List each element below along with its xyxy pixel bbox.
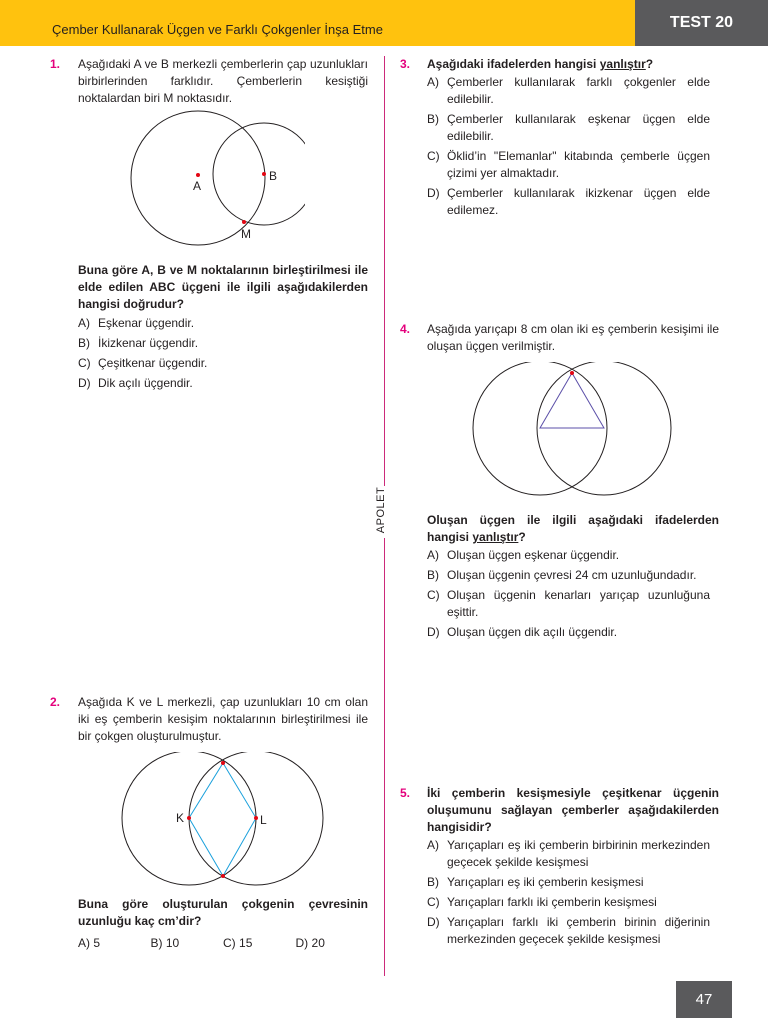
- q4-option-d[interactable]: D) Oluşan üçgen dik açılı üçgendir.: [427, 625, 618, 639]
- page-header: [0, 0, 768, 46]
- q4-options: [427, 544, 710, 641]
- q3-option-c[interactable]: C) Öklid’in "Elemanlar" kitabında çemberle üçgen çizimi yer almaktadır.: [427, 149, 710, 180]
- q1-option-d[interactable]: D) Dik açılı üçgendir.: [78, 376, 193, 390]
- brand-label: APOLET: [376, 486, 392, 538]
- header-title: Çember Kullanarak Üçgen ve Farklı Çokgenler İnşa Etme: [52, 22, 383, 37]
- q1-question: Buna göre A, B ve M noktalarının birleştirilmesi ile elde edilen ABC üçgeni ile ilgili aşağıdakilerden hangisi doğrudur?: [78, 263, 368, 311]
- page-number: 47: [676, 981, 732, 1018]
- label-m: M: [241, 227, 251, 241]
- q2-options: [78, 935, 368, 952]
- q3-options: [427, 71, 710, 219]
- q5-options: [427, 834, 710, 948]
- label-l: L: [260, 813, 267, 827]
- q2-option-b[interactable]: B) 10: [150, 936, 180, 950]
- q2-option-a[interactable]: A) 5: [78, 936, 101, 950]
- q2-question: Buna göre oluşturulan çokgenin çevresinin uzunluğu kaç cm’dir?: [78, 897, 368, 928]
- q2-option-d[interactable]: D) 20: [295, 936, 325, 950]
- q3-question: Aşağıdaki ifadelerden hangisi yanlıştır?: [427, 57, 654, 71]
- q2-figure: [118, 752, 328, 888]
- q1-figure: [125, 108, 305, 248]
- q4-option-b[interactable]: B) Oluşan üçgenin çevresi 24 cm uzunluğundadır.: [427, 568, 697, 582]
- label-a: A: [193, 179, 202, 193]
- q1-options: [78, 312, 368, 392]
- q4-option-a[interactable]: A) Oluşan üçgen eşkenar üçgendir.: [427, 548, 620, 562]
- q2-option-c[interactable]: C) 15: [223, 936, 253, 950]
- q3-option-b[interactable]: B) Çemberler kullanılarak eşkenar üçgen elde edilebilir.: [427, 112, 710, 143]
- label-b: B: [269, 169, 278, 183]
- q4-number: 4.: [400, 322, 411, 336]
- q5-option-d[interactable]: D) Yarıçapları farklı iki çemberin birinin diğerinin merkezinden geçecek şekilde kesişmesi: [427, 915, 710, 946]
- q2-number: 2.: [50, 695, 61, 709]
- q1-option-b[interactable]: B) İkizkenar üçgendir.: [78, 336, 199, 350]
- q5-number: 5.: [400, 786, 411, 800]
- q4-figure: [470, 362, 676, 498]
- q1-number: 1.: [50, 57, 61, 71]
- q1-option-c[interactable]: C) Çeşitkenar üçgendir.: [78, 356, 208, 370]
- q5-option-a[interactable]: A) Yarıçapları eş iki çemberin birbirinin merkezinden geçecek şekilde kesişmesi: [427, 838, 710, 869]
- q5-option-c[interactable]: C) Yarıçapları farklı iki çemberin kesişmesi: [427, 895, 657, 909]
- q5-question: İki çemberin kesişmesiyle çeşitkenar üçgenin oluşumunu sağlayan çemberler aşağıdakilerden hangisidir?: [427, 786, 719, 834]
- q4-option-c[interactable]: C) Oluşan üçgenin kenarları yarıçap uzunluğuna eşittir.: [427, 588, 710, 619]
- q4-stem: Aşağıda yarıçapı 8 cm olan iki eş çemberin kesişimi ile oluşan üçgen verilmiştir.: [427, 322, 719, 353]
- q3-option-a[interactable]: A) Çemberler kullanılarak farklı çokgenler elde edilebilir.: [427, 75, 710, 106]
- q1-option-a[interactable]: A) Eşkenar üçgendir.: [78, 316, 195, 330]
- q3-option-d[interactable]: D) Çemberler kullanılarak ikizkenar üçgen elde edilemez.: [427, 186, 710, 217]
- label-k: K: [176, 811, 185, 825]
- q2-stem: Aşağıda K ve L merkezli, çap uzunlukları 10 cm olan iki eş çemberin kesişim noktalarının birleştirilmesi ile bir çokgen oluşturulmuştur.: [78, 695, 368, 743]
- q3-number: 3.: [400, 57, 411, 71]
- q4-question: Oluşan üçgen ile ilgili aşağıdaki ifadelerden hangisi yanlıştır?: [427, 513, 719, 544]
- q1-stem: Aşağıdaki A ve B merkezli çemberlerin çap uzunlukları birbirlerinden farklıdır. Çemberlerin kesiştiği noktalardan biri M noktasıdır.: [78, 57, 368, 105]
- test-badge: TEST 20: [635, 0, 768, 46]
- q5-option-b[interactable]: B) Yarıçapları eş iki çemberin kesişmesi: [427, 875, 644, 889]
